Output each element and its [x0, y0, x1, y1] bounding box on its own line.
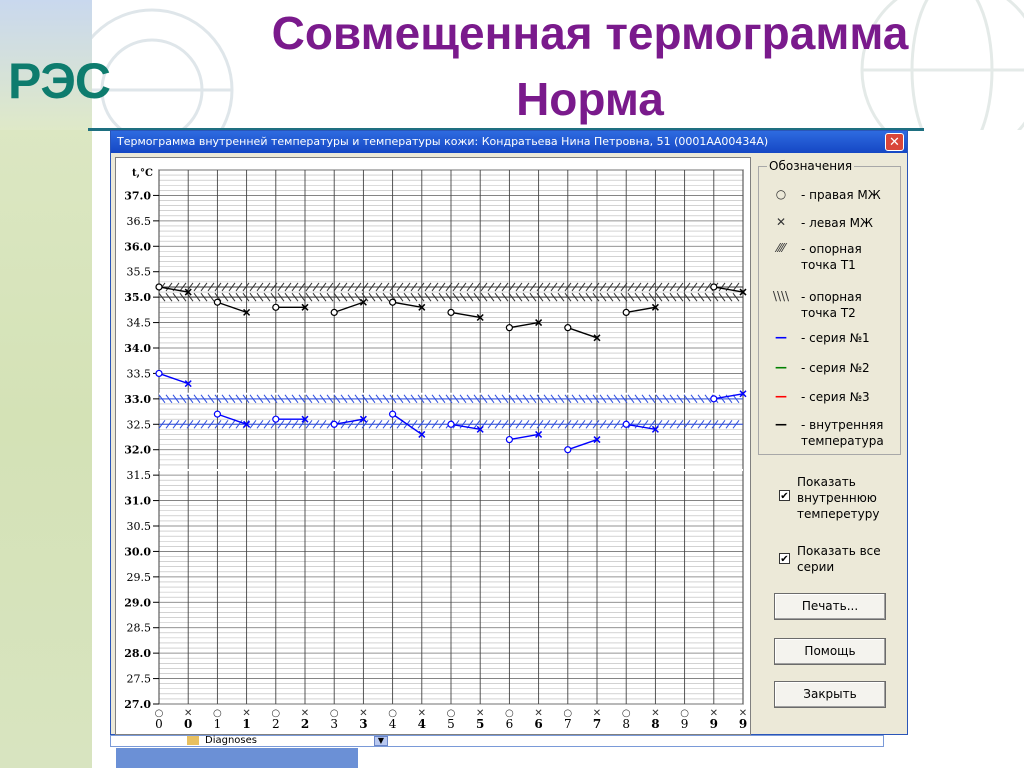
y-axis-label: t,°C [131, 168, 153, 179]
close-icon[interactable]: ✕ [885, 133, 904, 151]
x-marker-symbol: ○ [563, 708, 573, 719]
legend-label: - серия №3 [801, 390, 870, 404]
x-marker-symbol: ○ [154, 708, 164, 719]
x-marker-symbol: ✕ [300, 708, 310, 719]
x-tick-label: 3 [330, 717, 339, 731]
legend-label: - внутренняя температура [801, 418, 884, 448]
thermogram-chart [115, 157, 751, 735]
x-marker-symbol: ✕ [184, 708, 193, 719]
close-button[interactable]: Закрыть [774, 681, 886, 708]
x-tick-label: 6 [505, 717, 514, 731]
window-title: Термограмма внутренней температуры и температуры кожи: Кондратьева Нина Петровна, 51 (0001АА00434А) [117, 135, 769, 148]
y-tick-label: 37.0 [124, 189, 151, 203]
x-tick-label: 7 [592, 717, 602, 731]
legend-label: - серия №2 [801, 361, 870, 375]
x-marker-symbol: ✕ [359, 708, 368, 719]
x-marker-symbol: ✕ [476, 708, 485, 719]
y-tick-label: 27.0 [124, 698, 151, 711]
x-tick-label: 9 [738, 717, 748, 731]
show-series-label: Показать все серии [797, 544, 881, 574]
y-tick-label: 31.0 [124, 494, 151, 508]
x-marker-symbol: ✕ [534, 708, 543, 719]
point-right-breast [331, 421, 337, 427]
point-right-breast [156, 370, 162, 376]
y-tick-label: 28.0 [124, 647, 151, 661]
x-marker-symbol: ✕ [651, 708, 660, 719]
y-tick-label: 31.5 [126, 469, 151, 483]
y-tick-label: 32.5 [126, 418, 151, 432]
x-tick-label: 9 [709, 717, 718, 731]
x-marker-symbol: ✕ [592, 708, 602, 719]
x-tick-label: 1 [213, 717, 222, 731]
x-tick-label: 0 [184, 717, 193, 731]
chart-svg [116, 158, 752, 736]
y-tick-label: 35.0 [124, 291, 151, 305]
point-right-breast [331, 309, 337, 315]
x-tick-label: 9 [680, 717, 689, 731]
x-marker-symbol: ✕ [242, 708, 251, 719]
x-tick-label: 4 [417, 717, 426, 731]
point-right-breast [506, 325, 512, 331]
y-tick-label: 34.5 [126, 316, 151, 330]
slide-subtitle: Норма [516, 73, 664, 125]
thermogram-window [110, 130, 908, 735]
point-right-breast [273, 416, 279, 422]
x-marker-symbol: ○ [271, 708, 281, 719]
x-marker-symbol: ○ [680, 708, 689, 719]
folder-icon [187, 736, 199, 745]
x-tick-label: 1 [242, 717, 251, 731]
x-marker-symbol: ○ [505, 708, 514, 719]
y-tick-label: 28.5 [126, 621, 151, 635]
legend-symbol-icon: \\\\ [772, 289, 790, 303]
background-panel [116, 748, 358, 768]
point-right-breast [711, 284, 717, 290]
x-tick-label: 5 [476, 717, 485, 731]
legend-panel [758, 159, 901, 455]
show-internal-checkbox[interactable]: ✔ [780, 491, 789, 502]
chevron-down-icon[interactable]: ▼ [374, 736, 388, 746]
y-tick-label: 27.5 [126, 672, 151, 686]
legend-symbol-icon: — [775, 360, 787, 374]
y-tick-label: 36.5 [126, 214, 151, 228]
legend-label: - серия №1 [801, 331, 870, 345]
x-marker-symbol: ✕ [738, 708, 748, 719]
point-right-breast [565, 325, 571, 331]
point-right-breast [623, 421, 629, 427]
window-titlebar[interactable] [111, 131, 907, 153]
x-marker-symbol: ○ [446, 708, 456, 719]
x-marker-symbol: ○ [621, 708, 631, 719]
point-right-breast [623, 309, 629, 315]
y-tick-label: 33.0 [124, 392, 151, 406]
point-right-breast [156, 284, 162, 290]
x-tick-label: 0 [155, 717, 163, 731]
x-tick-label: 4 [388, 717, 397, 731]
diagnoses-folder-label[interactable]: Diagnoses [205, 735, 257, 746]
help-button[interactable]: Помощь [774, 638, 886, 665]
x-marker-symbol: ○ [329, 708, 339, 719]
x-marker-symbol: ○ [213, 708, 222, 719]
x-marker-symbol: ○ [388, 708, 397, 719]
x-tick-label: 8 [651, 717, 660, 731]
legend-label: - правая МЖ [801, 188, 881, 202]
y-tick-label: 30.5 [126, 520, 151, 533]
y-tick-label: 35.5 [126, 265, 151, 279]
legend-label: - опорная точка Т1 [801, 242, 862, 272]
company-logo: РЭС [8, 53, 111, 109]
point-right-breast [214, 411, 220, 417]
point-right-breast [448, 421, 454, 427]
x-tick-label: 2 [271, 717, 280, 731]
x-tick-label: 6 [534, 717, 543, 731]
background-window-strip [110, 735, 884, 747]
point-right-breast [711, 396, 717, 402]
y-tick-label: 34.0 [124, 342, 151, 355]
show-series-checkbox[interactable]: ✔ [780, 554, 789, 565]
point-right-breast [565, 447, 571, 453]
point-right-breast [273, 304, 279, 310]
x-tick-label: 8 [622, 717, 631, 731]
legend-title: Обозначения [769, 159, 853, 173]
point-right-breast [214, 299, 220, 305]
slide-title: Совмещенная термограмма [271, 7, 909, 59]
x-marker-symbol: ✕ [709, 708, 718, 719]
x-tick-label: 2 [300, 717, 310, 731]
y-tick-label: 30.0 [124, 545, 151, 559]
show-internal-label: Показать внутреннюю темперетуру [797, 475, 880, 521]
point-right-breast [390, 299, 396, 305]
legend-symbol-icon: ○ [775, 187, 787, 201]
x-marker-symbol: ✕ [417, 708, 426, 719]
legend-symbol-icon: ⁄⁄⁄⁄ [776, 241, 785, 255]
legend-symbol-icon: — [775, 330, 787, 344]
legend-label: - опорная точка Т2 [801, 290, 862, 320]
legend-symbol-icon: ✕ [775, 215, 787, 229]
print-button[interactable]: Печать... [774, 593, 886, 620]
point-right-breast [390, 411, 396, 417]
legend-label: - левая МЖ [801, 216, 873, 230]
point-right-breast [448, 309, 454, 315]
y-tick-label: 32.0 [124, 443, 151, 457]
point-right-breast [506, 437, 512, 443]
x-tick-label: 3 [359, 717, 368, 731]
legend-symbol-icon: — [775, 417, 787, 431]
legend-symbol-icon: — [775, 389, 787, 403]
y-tick-label: 29.5 [126, 570, 151, 584]
y-tick-label: 33.5 [126, 367, 151, 381]
y-tick-label: 29.0 [124, 596, 151, 610]
y-tick-label: 36.0 [124, 240, 151, 254]
x-tick-label: 5 [447, 717, 455, 731]
x-tick-label: 7 [563, 717, 572, 731]
